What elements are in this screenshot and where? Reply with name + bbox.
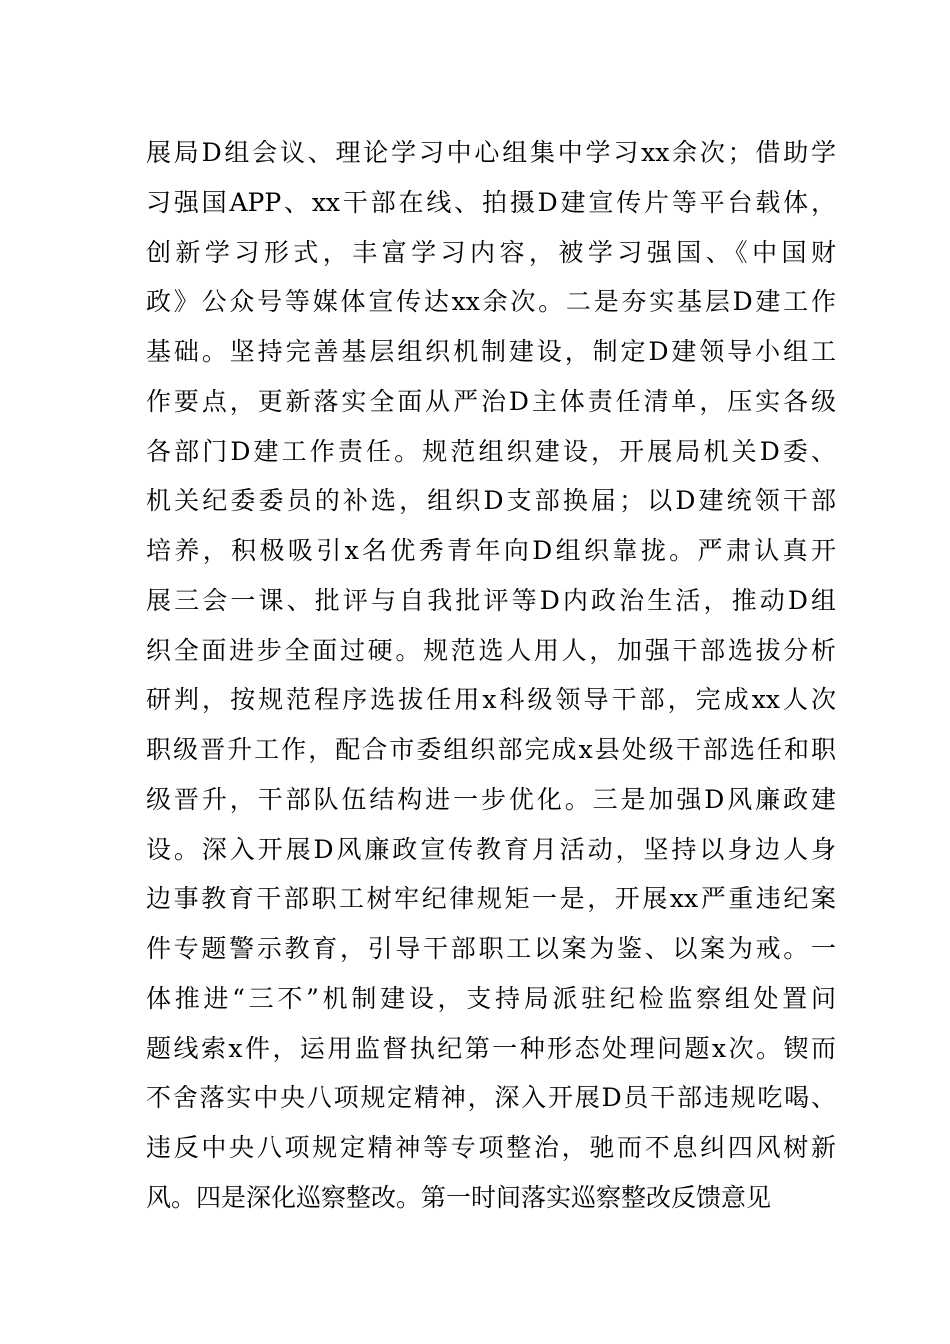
text-line: 创新学习形式，丰富学习内容，被学习强国、《中国财: [146, 237, 836, 267]
text-line: 题线索x件，运用监督执纪第一种形态处理问题x次。锲而: [146, 1033, 836, 1063]
body-text: [146, 128, 836, 1223]
text-line: 展三会一课、批评与自我批评等D内政治生活，推动D组: [146, 585, 836, 615]
text-line: 习强国APP、xx干部在线、拍摄D建宣传片等平台载体，: [146, 187, 836, 217]
text-line: 职级晋升工作，配合市委组织部完成x县处级干部选任和职: [146, 735, 836, 764]
text-line: 机关纪委委员的补选，组织D支部换届；以D建统领干部: [146, 486, 836, 516]
text-line: 政》公众号等媒体宣传达xx余次。二是夯实基层D建工作: [146, 287, 836, 317]
text-line: 风。四是深化巡察整改。第一时间落实巡察整改反馈意见: [146, 1182, 772, 1212]
text-line: 件专题警示教育，引导干部职工以案为鉴、以案为戒。一: [146, 934, 836, 963]
text-line: 不舍落实中央八项规定精神，深入开展D员干部违规吃喝、: [146, 1083, 836, 1113]
text-line: 体推进“三不”机制建设，支持局派驻纪检监察组处置问: [146, 983, 836, 1013]
text-line: 培养，积极吸引x名优秀青年向D组织靠拢。严肃认真开: [146, 536, 836, 565]
text-line: 设。深入开展D风廉政宣传教育月活动，坚持以身边人身: [146, 834, 836, 864]
text-line: 级晋升，干部队伍结构进一步优化。三是加强D风廉政建: [146, 784, 836, 814]
text-line: 基础。坚持完善基层组织机制建设，制定D建领导小组工: [146, 337, 836, 366]
text-line: 作要点，更新落实全面从严治D主体责任清单，压实各级: [146, 386, 836, 416]
text-line: 研判，按规范程序选拔任用x科级领导干部，完成xx人次: [146, 685, 836, 715]
text-line: 织全面进步全面过硬。规范选人用人，加强干部选拔分析: [146, 635, 836, 665]
text-line: 边事教育干部职工树牢纪律规矩一是，开展xx严重违纪案: [146, 884, 836, 914]
text-line: 展局D组会议、理论学习中心组集中学习xx余次；借助学: [146, 138, 836, 167]
text-line: 各部门D建工作责任。规范组织建设，开展局机关D委、: [146, 436, 836, 466]
text-line: 违反中央八项规定精神等专项整治，驰而不息纠四风树新: [146, 1133, 836, 1162]
